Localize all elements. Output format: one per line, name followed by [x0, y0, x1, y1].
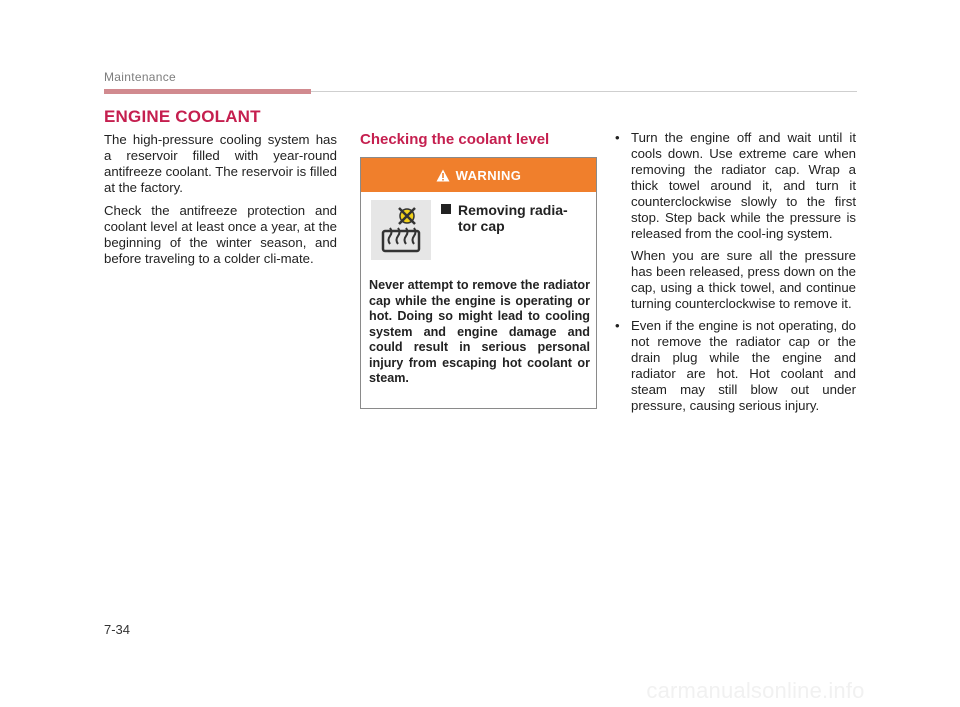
warning-label: WARNING [455, 167, 522, 183]
warning-text: Never attempt to remove the radiator cap while the engine is operating or hot. Doing so might lead to cooling system and engine damage and could result in serious personal injury from escaping hot coolant or steam. [369, 278, 590, 385]
radiator-cap-warning-icon [371, 200, 431, 260]
warning-box [360, 157, 597, 409]
warning-heading [441, 202, 591, 234]
intro-column [104, 132, 337, 274]
list-item-text: Turn the engine off and wait until it cools down. Use extreme care when removing the radiator cap. Wrap a thick towel around it, and turn it counterclockwise slowly to the first stop. Step back while the pressure is released from the cool-ing system. [631, 130, 856, 241]
warning-heading-line: tor cap [458, 218, 505, 234]
list-item-text: Even if the engine is not operating, do not remove the radiator cap or the drain plug while the engine and radiator are hot. Hot coolant and steam may still blow out under pressure, causing serious injury. [631, 318, 856, 413]
warning-triangle-icon [436, 169, 450, 182]
list-item [606, 130, 856, 242]
page-title: ENGINE COOLANT [104, 107, 261, 126]
square-bullet-icon [441, 204, 451, 214]
watermark: carmanualsonline.info [646, 678, 865, 703]
header-rule [311, 91, 857, 92]
bullet-marker: • [615, 130, 620, 145]
section-subtitle: Checking the coolant level [360, 131, 550, 148]
list-item [606, 318, 856, 414]
warning-header [361, 158, 596, 192]
bullet-marker: • [615, 318, 620, 333]
instructions-column [606, 130, 856, 420]
intro-paragraph: The high-pressure cooling system has a reservoir filled with year-round antifreeze coolant. The reservoir is filled at the factory. [104, 132, 337, 195]
warning-heading-line: Removing radia- [458, 202, 568, 218]
section-label: Maintenance [104, 70, 177, 84]
list-item-continuation: When you are sure all the pressure has been released, press down on the cap, using a thick towel, and continue turning counterclockwise to remove it. [631, 248, 856, 311]
page-number: 7-34 [104, 622, 131, 637]
header-accent-rule [104, 89, 311, 94]
intro-paragraph: Check the antifreeze protection and coolant level at least once a year, at the beginning of the winter season, and before traveling to a colder cli-mate. [104, 203, 337, 266]
